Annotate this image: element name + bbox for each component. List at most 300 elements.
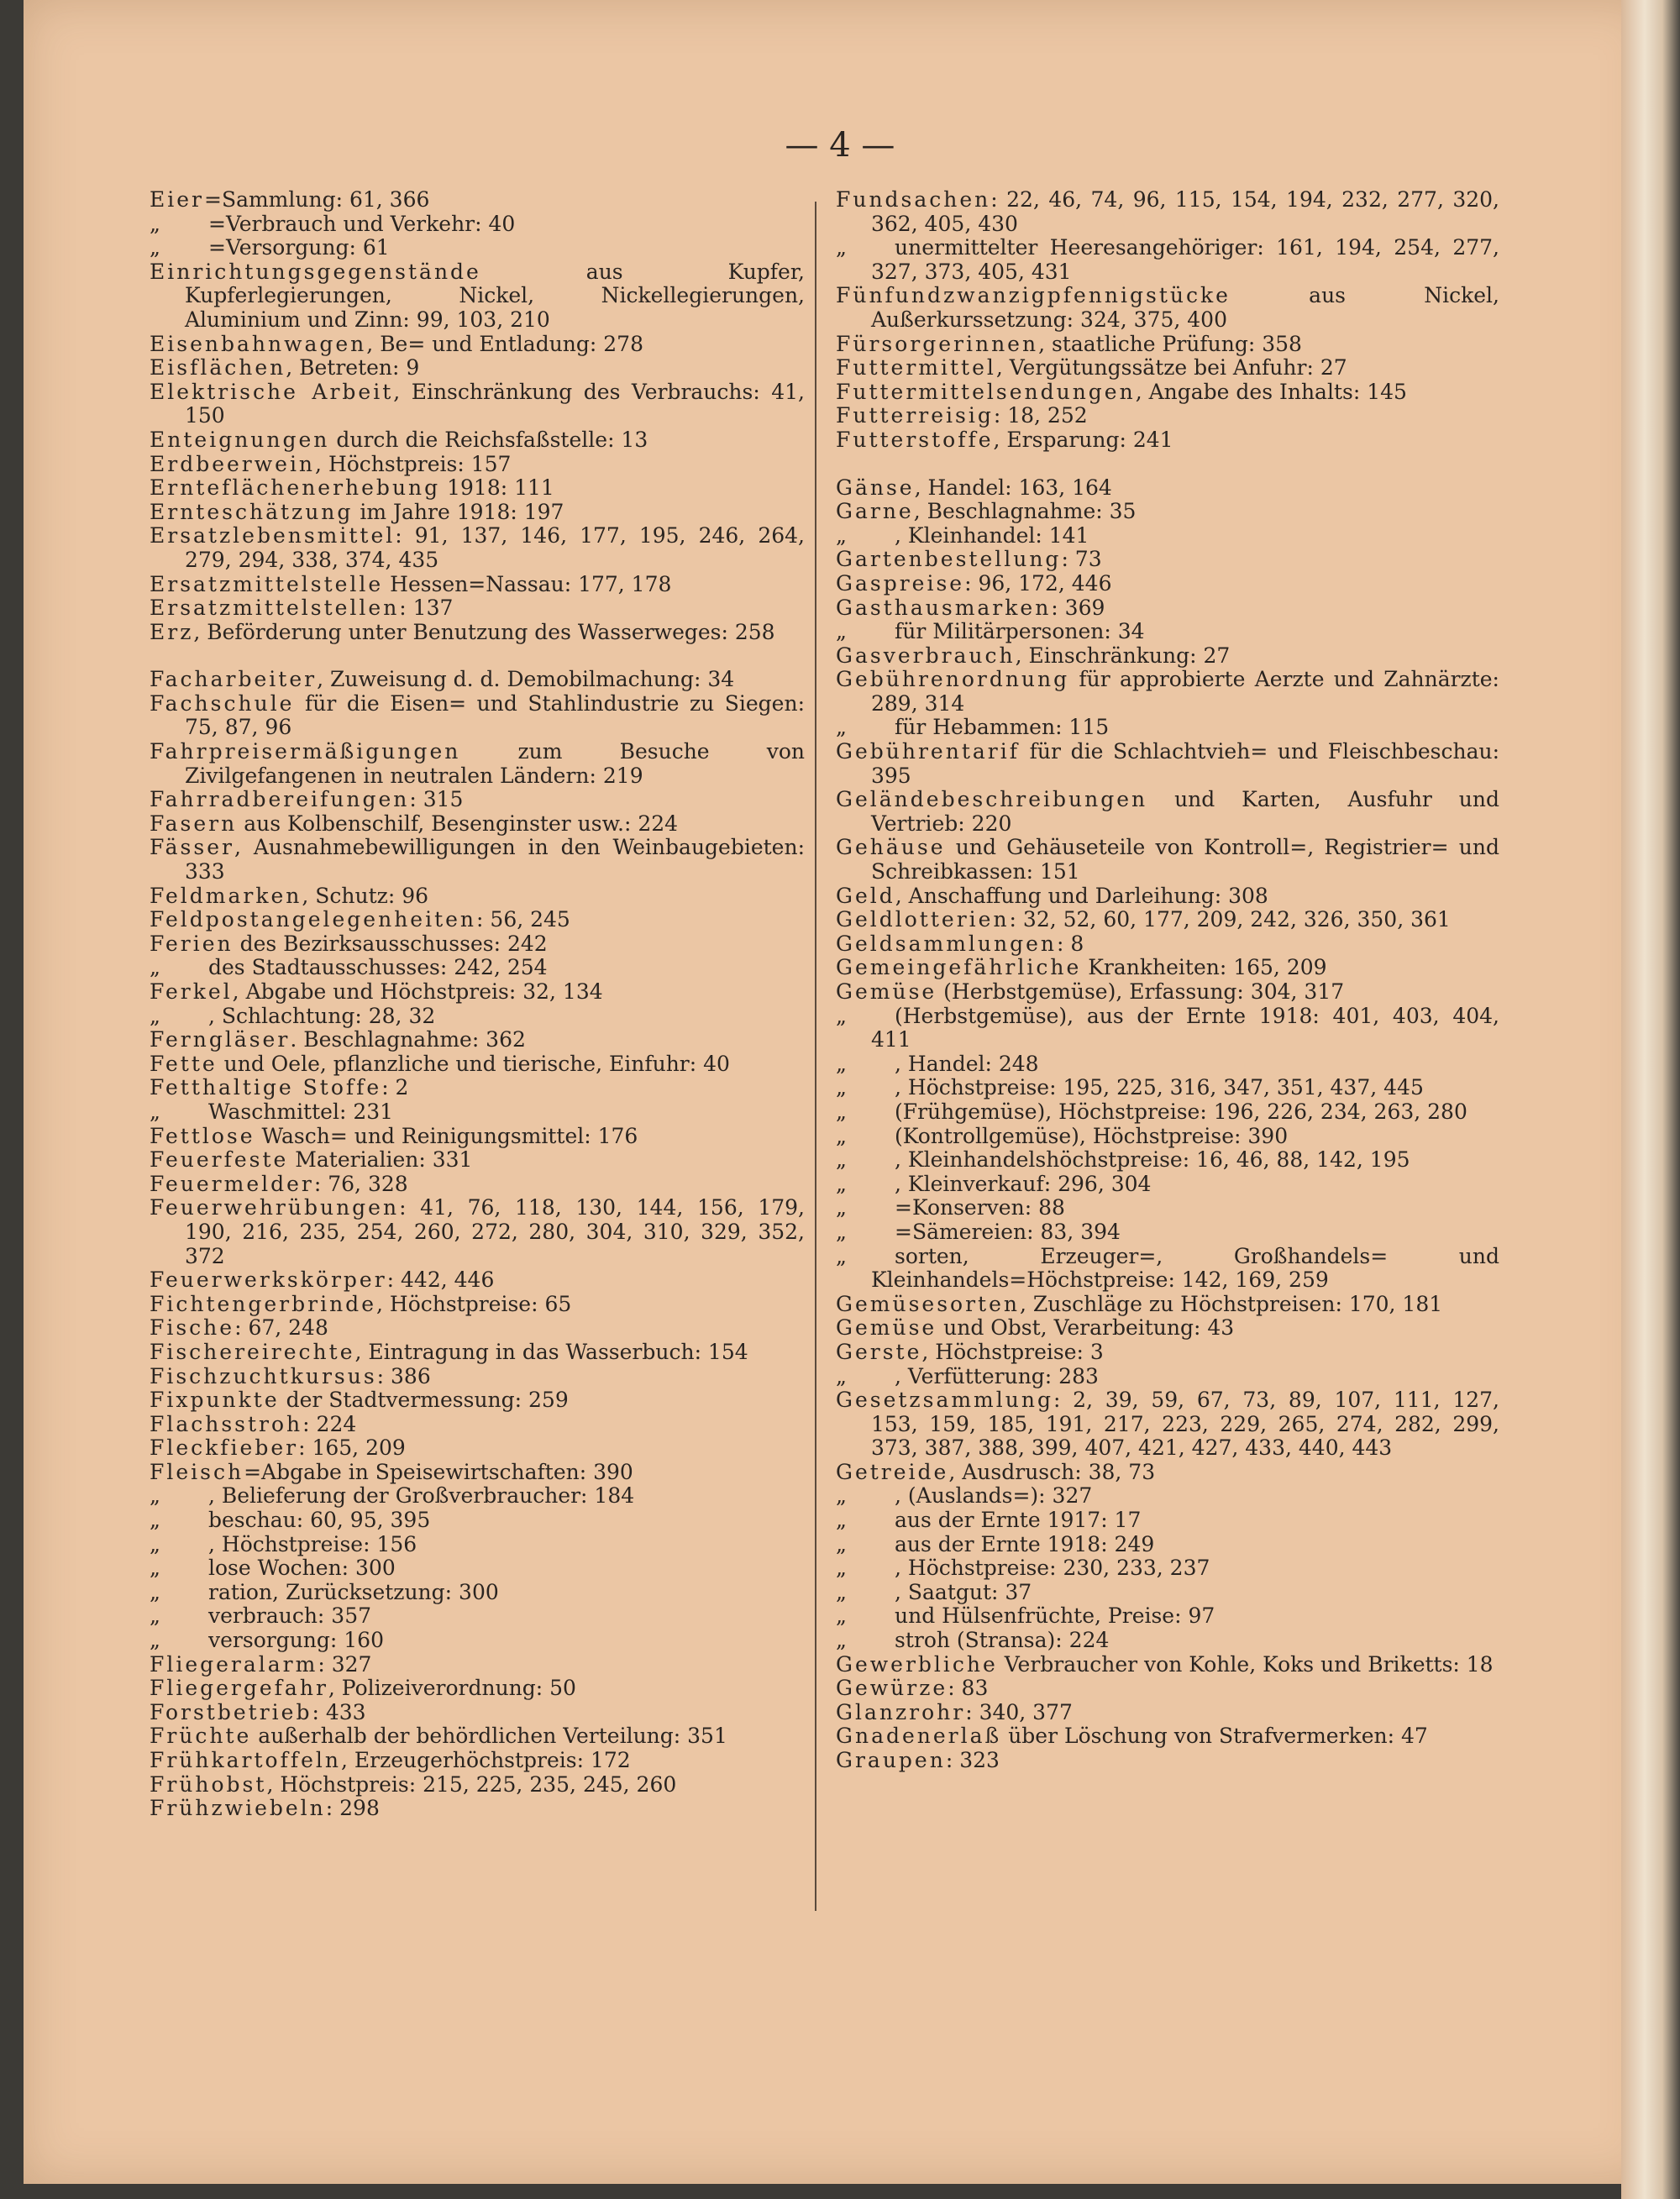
ditto-mark: „ (836, 1603, 847, 1629)
index-term: Gemüse (836, 979, 937, 1004)
index-references: : 369 (1051, 595, 1105, 620)
index-term: Frühzwiebeln (150, 1796, 326, 1821)
index-entry (150, 740, 805, 788)
index-entry (150, 908, 805, 932)
index-entry (150, 453, 805, 477)
index-entry (150, 1653, 805, 1677)
index-references: für die Eisen= und Stahlindustrie zu Siegen: 75, 87, 96 (185, 690, 805, 740)
index-term: Feldpostangelegenheiten (150, 907, 477, 932)
index-references: , Schutz: 96 (302, 883, 429, 908)
index-term: Fünfundzwanzigpfennigstücke (836, 283, 1231, 308)
index-references: , Einschränkung: 27 (1015, 643, 1231, 668)
index-entry (836, 788, 1499, 836)
index-term: Fichtengerbrinde (150, 1291, 376, 1316)
index-references: sorten, Erzeuger=, Großhandels= und Kleinhandels=Höchstpreise: 142, 169, 259 (871, 1243, 1499, 1293)
index-term: Feuerfeste (150, 1147, 289, 1173)
index-entry (836, 428, 1499, 453)
index-term: Fachschule (150, 690, 295, 716)
index-term: Glanzrohr (836, 1699, 966, 1724)
index-references: , Vergütungssätze bei Anfuhr: 27 (995, 355, 1347, 380)
index-entry (836, 1701, 1499, 1725)
index-term: Feuerwehrübungen (150, 1195, 400, 1220)
index-term: Erdbeerwein (150, 451, 316, 476)
ditto-mark: „ (150, 955, 160, 980)
index-references: und Obst, Verarbeitung: 43 (943, 1315, 1235, 1341)
index-entry (150, 1005, 805, 1029)
index-entry (150, 932, 805, 957)
index-entry (150, 596, 805, 621)
index-entry (150, 621, 805, 645)
index-entry (150, 1388, 805, 1413)
index-entry (150, 1484, 805, 1509)
index-references: : 2, 39, 59, 67, 73, 89, 107, 111, 127, 153, 159, 185, 191, 217, 223, 229, 265, 274, 282, 299, 373, 387, 388, 399, 407, 421, 427, 433, 440, 443 (871, 1388, 1499, 1461)
index-references: für Militärpersonen: 34 (895, 619, 1145, 644)
index-term: Enteignungen (150, 427, 330, 452)
index-entry (836, 1365, 1499, 1389)
index-entry (150, 1341, 805, 1365)
index-entry (836, 1388, 1499, 1461)
index-entry (836, 1749, 1499, 1773)
index-term: Gemeingefährliche (836, 955, 1082, 980)
index-term: Geld (836, 883, 895, 908)
index-references: : 442, 446 (386, 1267, 495, 1293)
index-entry (836, 1148, 1499, 1173)
index-references: =Sammlung: 61, 366 (204, 187, 430, 212)
ditto-mark: „ (836, 235, 847, 260)
ditto-mark: „ (150, 1556, 160, 1581)
index-entry (150, 1196, 805, 1268)
index-references: =Verbrauch und Verkehr: 40 (208, 211, 516, 236)
index-entry (836, 1341, 1499, 1365)
index-term: Eisflächen (150, 355, 286, 380)
index-references: , Kleinverkauf: 296, 304 (895, 1171, 1152, 1196)
index-references: =Versorgung: 61 (208, 235, 390, 260)
index-entry (836, 932, 1499, 957)
index-references: , Abgabe und Höchstpreis: 32, 134 (232, 979, 603, 1004)
index-references: , Höchstpreise: 65 (376, 1291, 572, 1316)
index-references: , Handel: 248 (895, 1051, 1039, 1076)
index-entry (836, 1556, 1499, 1581)
ditto-mark: „ (150, 1508, 160, 1533)
index-references: aus Nickel, Außerkurssetzung: 324, 375, 400 (871, 283, 1499, 332)
section-gap (150, 644, 805, 668)
index-references: : 56, 245 (476, 907, 570, 932)
index-entry (836, 1245, 1499, 1293)
index-references: des Bezirksausschusses: 242 (239, 931, 548, 956)
index-entry (150, 956, 805, 980)
index-entry (150, 236, 805, 260)
index-entry (836, 236, 1499, 284)
index-term: Geldsammlungen (836, 931, 1058, 956)
index-references: , Betreten: 9 (286, 355, 420, 380)
index-entry (836, 476, 1499, 501)
index-references: : 73 (1061, 547, 1102, 572)
index-entry (150, 668, 805, 692)
index-references: , Beschlagnahme: 35 (913, 499, 1137, 524)
index-term: Ferkel (150, 979, 233, 1004)
index-references: : 2 (381, 1075, 409, 1100)
ditto-mark: „ (150, 1628, 160, 1653)
index-references: , Ausnahmebewilligungen in den Weinbaugebieten: 333 (185, 835, 805, 884)
index-term: Ferien (150, 931, 234, 956)
index-entry (150, 1125, 805, 1149)
index-references: für approbierte Aerzte und Zahnärzte: 289, 314 (871, 667, 1499, 716)
index-entry (836, 1100, 1499, 1125)
index-references: des Stadtausschusses: 242, 254 (208, 955, 548, 980)
index-references: : 340, 377 (965, 1699, 1073, 1724)
index-term: Geldlotterien (836, 907, 1010, 932)
index-term: Feuerwerkskörper (150, 1267, 387, 1293)
index-entry (836, 1293, 1499, 1317)
ditto-mark: „ (150, 1531, 160, 1556)
index-entry (150, 1509, 805, 1533)
index-references: (Kontrollgemüse), Höchstpreise: 390 (895, 1123, 1289, 1148)
index-references: : 386 (376, 1363, 431, 1388)
index-term: Frühkartoffeln (150, 1748, 341, 1772)
index-entry (836, 1604, 1499, 1629)
index-references: , Saatgut: 37 (895, 1579, 1032, 1604)
index-term: Fürsorgerinnen (836, 331, 1039, 356)
index-term: Forstbetrieb (150, 1699, 312, 1724)
index-entry (150, 1461, 805, 1485)
index-entry (836, 1677, 1499, 1701)
index-term: Gebührenordnung (836, 667, 1070, 692)
index-entry (836, 1509, 1499, 1533)
index-references: Wasch= und Reinigungsmittel: 176 (261, 1123, 638, 1148)
ditto-mark: „ (836, 1556, 847, 1581)
index-references: =Sämereien: 83, 394 (895, 1219, 1121, 1244)
index-references: , Anschaffung und Darleihung: 308 (895, 883, 1268, 908)
index-references: , Handel: 163, 164 (914, 475, 1112, 500)
index-term: Garne (836, 499, 914, 524)
index-references: , Schlachtung: 28, 32 (208, 1003, 436, 1028)
index-entry (150, 692, 805, 740)
index-references: für Hebammen: 115 (895, 715, 1110, 740)
ditto-mark: „ (836, 1219, 847, 1244)
index-references: Waschmittel: 231 (208, 1099, 394, 1124)
index-entry (150, 836, 805, 884)
index-entry (836, 1629, 1499, 1653)
index-entry (150, 788, 805, 812)
index-references: : 315 (409, 787, 464, 812)
index-term: Fette (150, 1051, 218, 1076)
index-references: beschau: 60, 95, 395 (208, 1508, 431, 1533)
index-term: Facharbeiter (150, 667, 318, 692)
index-references: und Gehäuseteile von Kontroll=, Registrier= und Schreibkassen: 151 (871, 835, 1499, 884)
index-entry (150, 1749, 805, 1773)
index-references: . Beschlagnahme: 362 (290, 1027, 526, 1052)
ditto-mark: „ (836, 1051, 847, 1076)
index-entry (836, 620, 1499, 644)
index-entry (836, 1533, 1499, 1557)
index-term: Fliegeralarm (150, 1651, 318, 1677)
index-entry (836, 980, 1499, 1005)
index-term: Feldmarken (150, 883, 302, 908)
index-term: Futterreisig (836, 403, 994, 428)
index-references: , Einschränkung des Verbrauchs: 41, 150 (185, 379, 806, 428)
ditto-mark: „ (836, 1123, 847, 1148)
index-term: Feuermelder (150, 1171, 314, 1196)
index-references: , Verfütterung: 283 (895, 1363, 1099, 1388)
index-term: Gasverbrauch (836, 643, 1016, 668)
index-entry (150, 1148, 805, 1173)
index-entry (150, 1413, 805, 1437)
index-entry (150, 1556, 805, 1581)
index-references: aus der Ernte 1917: 17 (895, 1508, 1142, 1533)
index-references: aus Kupfer, Kupferlegierungen, Nickel, Nickellegierungen, Aluminium und Zinn: 99, 103, 210 (185, 259, 805, 332)
index-references: : 433 (312, 1699, 366, 1724)
index-references: im Jahre 1918: 197 (360, 499, 564, 524)
index-entry (836, 1484, 1499, 1509)
index-term: Ferngläser (150, 1027, 291, 1052)
ditto-mark: „ (836, 1243, 847, 1268)
index-references: : 22, 46, 74, 96, 115, 154, 194, 232, 277, 320, 362, 405, 430 (871, 187, 1499, 236)
ditto-mark: „ (836, 619, 847, 644)
index-references: Krankheiten: 165, 209 (1088, 955, 1327, 980)
ditto-mark: „ (836, 1508, 847, 1533)
index-entry (836, 1196, 1499, 1220)
index-term: Fixpunkte (150, 1388, 280, 1413)
index-entry (150, 524, 805, 572)
index-entry (150, 1797, 805, 1821)
index-entry (836, 1076, 1499, 1100)
index-term: Ernteschätzung (150, 499, 354, 524)
index-entry (150, 1604, 805, 1629)
index-term: Futterstoffe (836, 427, 994, 452)
index-term: Gnadenerlaß (836, 1724, 1002, 1749)
index-entry (836, 1581, 1499, 1605)
index-term: Ersatzmittelstellen (150, 596, 400, 621)
index-term: Fasern (150, 811, 238, 836)
index-entry (836, 1724, 1499, 1749)
index-entry (836, 500, 1499, 524)
index-references: , Höchstpreise: 156 (208, 1531, 417, 1556)
ditto-mark: „ (836, 1363, 847, 1388)
index-entry (150, 333, 805, 357)
index-references: : 327 (318, 1651, 372, 1677)
index-term: Futtermittelsendungen (836, 379, 1136, 404)
index-references: , Höchstpreise: 3 (921, 1339, 1104, 1364)
index-entry (836, 333, 1499, 357)
index-term: Fettlose (150, 1123, 255, 1148)
index-entry (836, 1653, 1499, 1677)
index-references: lose Wochen: 300 (208, 1556, 396, 1581)
ditto-mark: „ (836, 1099, 847, 1124)
index-term: Früchte (150, 1724, 252, 1749)
index-entry (150, 1533, 805, 1557)
index-references: : 32, 52, 60, 177, 209, 242, 326, 350, 361 (1009, 907, 1451, 932)
section-gap (836, 453, 1499, 476)
index-entry (836, 1052, 1499, 1077)
index-term: Fahrradbereifungen (150, 787, 410, 812)
index-entry (150, 1293, 805, 1317)
index-references: : 8 (1057, 931, 1084, 956)
index-references: , Eintragung in das Wasserbuch: 154 (354, 1339, 748, 1364)
index-references: , Höchstpreis: 215, 225, 235, 245, 260 (266, 1771, 677, 1797)
index-entry (150, 501, 805, 525)
index-term: Gasthausmarken (836, 595, 1052, 620)
index-entry (150, 1701, 805, 1725)
index-term: Gaspreise (836, 570, 965, 596)
index-entry (150, 1268, 805, 1293)
index-references: , Angabe des Inhalts: 145 (1135, 379, 1407, 404)
index-entry (150, 476, 805, 501)
index-references: , Kleinhandel: 141 (895, 522, 1089, 548)
index-term: Futtermittel (836, 355, 996, 380)
index-entry (836, 908, 1499, 932)
index-entry (836, 740, 1499, 788)
index-references: verbrauch: 357 (208, 1603, 372, 1629)
index-entry (150, 1052, 805, 1077)
index-term: Fleisch (150, 1459, 244, 1484)
ditto-mark: „ (150, 235, 160, 260)
book-binding (1621, 0, 1680, 2199)
index-references: , Polizeiverordnung: 50 (328, 1676, 576, 1701)
ditto-mark: „ (150, 1603, 160, 1629)
ditto-mark: „ (150, 1003, 160, 1028)
ditto-mark: „ (150, 1579, 160, 1604)
ditto-mark: „ (836, 1531, 847, 1556)
index-term: Gewerbliche (836, 1651, 998, 1677)
index-term: Gemüsesorten (836, 1291, 1020, 1316)
index-references: unermittelter Heeresangehöriger: 161, 194, 254, 277, 327, 373, 405, 431 (871, 235, 1499, 284)
ditto-mark: „ (836, 1171, 847, 1196)
ditto-mark: „ (836, 1147, 847, 1173)
index-term: Gemüse (836, 1315, 937, 1341)
index-entry (836, 284, 1499, 332)
index-references: : 91, 137, 146, 177, 195, 246, 264, 279, 294, 338, 374, 435 (185, 523, 805, 572)
index-references: : 298 (325, 1796, 380, 1821)
index-references: Verbraucher von Kohle, Koks und Briketts: 18 (1004, 1651, 1494, 1677)
index-entry (150, 1436, 805, 1461)
index-term: Fischereirechte (150, 1339, 355, 1364)
index-references: , (Auslands=): 327 (895, 1483, 1093, 1509)
index-entry (150, 1365, 805, 1389)
index-references: Materialien: 331 (295, 1147, 473, 1173)
index-entry (150, 188, 805, 213)
index-references: : 83 (948, 1676, 989, 1701)
index-term: Fische (150, 1315, 235, 1341)
ditto-mark: „ (836, 1628, 847, 1653)
index-references: , Kleinhandelshöchstpreise: 16, 46, 88, 142, 195 (895, 1147, 1410, 1173)
index-references: : 41, 76, 118, 130, 144, 156, 179, 190, 216, 235, 254, 260, 272, 280, 304, 310, 329, 352, 372 (185, 1195, 805, 1268)
index-entry (150, 1724, 805, 1749)
ditto-mark: „ (836, 715, 847, 740)
index-entry (150, 428, 805, 453)
index-entry (150, 980, 805, 1005)
index-references: =Abgabe in Speisewirtschaften: 390 (244, 1459, 633, 1484)
index-entry (150, 1629, 805, 1653)
index-term: Frühobst (150, 1771, 267, 1797)
index-references: außerhalb der behördlichen Verteilung: 351 (258, 1724, 727, 1749)
index-entry (836, 548, 1499, 572)
index-references: , staatliche Prüfung: 358 (1038, 331, 1302, 356)
index-term: Ernteflächenerhebung (150, 475, 441, 501)
index-column-left (150, 188, 805, 1821)
index-entry (836, 356, 1499, 380)
index-references: (Herbstgemüse), Erfassung: 304, 317 (943, 979, 1345, 1004)
ditto-mark: „ (150, 211, 160, 236)
index-references: , Zuweisung d. d. Demobilmachung: 34 (317, 667, 735, 692)
index-entry (150, 1028, 805, 1052)
index-entry (150, 213, 805, 237)
index-term: Getreide (836, 1459, 949, 1484)
ditto-mark: „ (836, 1483, 847, 1509)
index-term: Fundsachen (836, 187, 991, 212)
index-references: : 224 (302, 1411, 357, 1436)
index-references: , Ausdrusch: 38, 73 (948, 1459, 1156, 1484)
index-term: Fahrpreisermäßigungen (150, 739, 461, 764)
index-references: : 323 (945, 1748, 1000, 1772)
index-term: Fetthaltige Stoffe (150, 1075, 382, 1100)
index-term: Fässer (150, 835, 234, 860)
index-references: und Oele, pflanzliche und tierische, Einfuhr: 40 (223, 1051, 730, 1076)
index-references: : 96, 172, 446 (964, 570, 1112, 596)
index-entry (836, 1125, 1499, 1149)
index-references: , Be= und Entladung: 278 (366, 331, 643, 356)
index-references: : 67, 248 (234, 1315, 328, 1341)
index-entry (150, 1677, 805, 1701)
index-entry (150, 1100, 805, 1125)
index-references: , Höchstpreise: 195, 225, 316, 347, 351, 437, 445 (895, 1075, 1424, 1100)
index-term: Fliegergefahr (150, 1676, 328, 1701)
index-entry (836, 572, 1499, 596)
index-term: Gerste (836, 1339, 922, 1364)
column-divider (815, 202, 816, 1911)
index-entry (836, 1173, 1499, 1197)
index-references: , Höchstpreise: 230, 233, 237 (895, 1556, 1210, 1581)
index-term: Fleckfieber (150, 1435, 299, 1461)
index-references: und Hülsenfrüchte, Preise: 97 (895, 1603, 1215, 1629)
index-references: 1918: 111 (447, 475, 554, 501)
index-entry (150, 1581, 805, 1605)
index-term: Graupen (836, 1748, 946, 1772)
index-entry (836, 668, 1499, 716)
index-term: Flachsstroh (150, 1411, 303, 1436)
index-entry (150, 884, 805, 909)
index-entry (836, 404, 1499, 428)
index-references: =Konserven: 88 (895, 1195, 1065, 1220)
index-term: Gebührentarif (836, 739, 1020, 764)
index-entry (836, 524, 1499, 548)
ditto-mark: „ (836, 1195, 847, 1220)
index-references: aus Kolbenschilf, Besenginster usw.: 224 (244, 811, 679, 836)
index-entry (150, 1316, 805, 1341)
index-entry (150, 1773, 805, 1798)
ditto-mark: „ (836, 522, 847, 548)
index-entry (836, 188, 1499, 236)
index-references: Hessen=Nassau: 177, 178 (390, 571, 672, 596)
ditto-mark: „ (150, 1099, 160, 1124)
index-entry (836, 884, 1499, 909)
index-column-right (836, 188, 1499, 1773)
ditto-mark: „ (836, 1075, 847, 1100)
index-entry (836, 1316, 1499, 1341)
index-term: Erz (150, 619, 194, 644)
index-entry (836, 1005, 1499, 1052)
index-entry (150, 573, 805, 597)
index-references: , Belieferung der Großverbraucher: 184 (208, 1483, 635, 1509)
index-references: , Zuschläge zu Höchstpreisen: 170, 181 (1019, 1291, 1443, 1316)
index-entry (836, 1220, 1499, 1245)
index-references: , Erzeugerhöchstpreis: 172 (341, 1748, 631, 1772)
index-references: : 165, 209 (298, 1435, 406, 1461)
index-references: versorgung: 160 (208, 1628, 384, 1653)
index-references: ration, Zurücksetzung: 300 (208, 1579, 499, 1604)
index-term: Eier (150, 187, 204, 212)
index-term: Gesetzsammlung (836, 1388, 1053, 1413)
index-entry (836, 644, 1499, 669)
